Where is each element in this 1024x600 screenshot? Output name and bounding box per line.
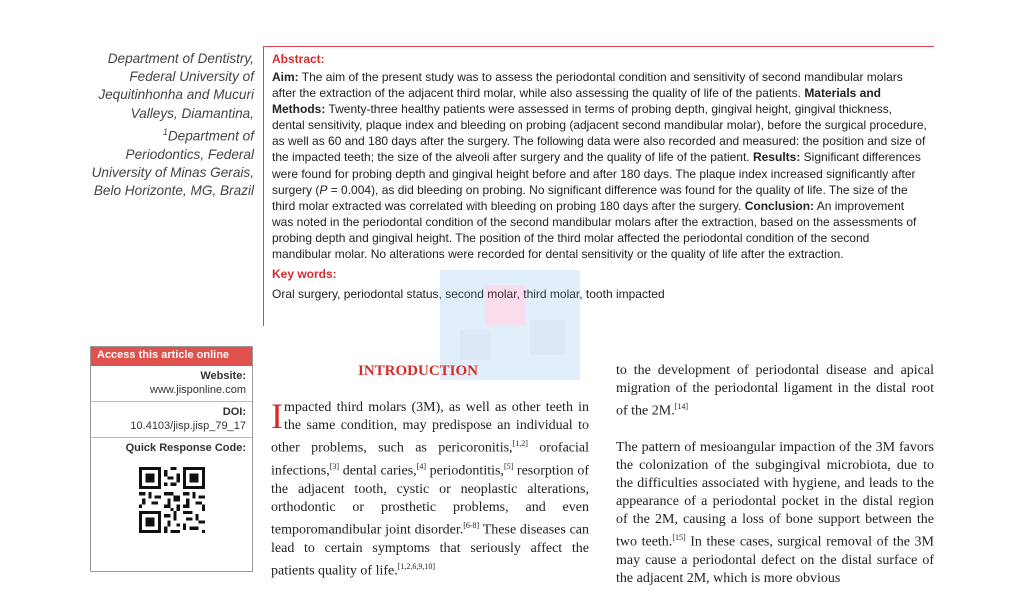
intro-column-2 — [616, 362, 934, 588]
citation-2[interactable]: [3] — [329, 461, 340, 471]
affiliation-line-2: Department of Periodontics, Federal University of Minas Gerais, Belo Horizonte, MG, Brazil — [91, 128, 254, 198]
citation-1[interactable]: [1,2] — [512, 439, 528, 449]
doi-cell — [91, 402, 252, 438]
methods-label: Materials and Methods: — [272, 86, 882, 117]
results-label: Results: — [752, 150, 801, 165]
methods-text: Twenty-three healthy patients were assessed in terms of probing depth, gingival height, gingival thickness, dental sensitivity, plaque index and bleeding on probing (adjacent second mandibular molar), before the surgical procedure, as well as 60 and 180 days after the surgery. The following data were also recorded and measured: the position and size of the impacted teeth; the size of the alveoli after surgery and the quality of life of the patient. — [272, 102, 927, 165]
col2-text-2a: The pattern of mesioangular impaction of the 3M favors the colonization of the subgingival microbiota, due to the difficulties associated with hygiene, and leads to the appearance of a periodontal pocket in the distal region of the 2M, causing a loss of bone support between the two teeth. — [616, 439, 934, 551]
keywords-text: Oral surgery, periodontal status, second molar, third molar, tooth impacted — [272, 287, 665, 302]
access-article-box — [90, 346, 253, 572]
doi-link[interactable]: 10.4103/jisp.jisp_79_17 — [130, 420, 246, 432]
col2-paragraph-2 — [616, 439, 934, 588]
website-cell — [91, 366, 252, 402]
citation-7[interactable]: [14] — [674, 402, 689, 412]
conclusion-text: An improvement was noted in the periodontal condition of the second mandibular molars after the extraction, based on the assessments of probing depth and gingival height. The position of the third molar affected the periodontal condition of the second mandibular molar. No alterations were recorded for dental sensitivity or the quality of life after the extraction. — [272, 198, 917, 262]
introduction-heading: INTRODUCTION — [358, 363, 479, 379]
conclusion-label: Conclusion: — [744, 198, 815, 213]
qr-cell — [91, 438, 252, 459]
intro-column-1 — [271, 396, 589, 580]
access-heading: Access this article online — [91, 347, 252, 366]
citation-3[interactable]: [4] — [416, 461, 427, 471]
keywords-heading: Key words: — [272, 267, 337, 282]
doi-label: DOI: — [222, 406, 246, 418]
intro-text-c: dental caries, — [339, 463, 417, 479]
abstract-box — [263, 46, 934, 326]
intro-text-a: mpacted third molars (3M), as well as other teeth in the same condition, may predispose an individual to other problems, such as pericoronitis, — [271, 400, 589, 456]
citation-6[interactable]: [1,2,6,9,10] — [397, 561, 436, 571]
citation-5[interactable]: [6-8] — [463, 520, 480, 530]
results-text-a: Significant differences were found for probing depth and gingival height before and after 180 days. The plaque index increased significantly after surgery ( — [272, 150, 921, 197]
affiliation-line-1: Department of Dentistry, Federal University of Jequitinhonha and Mucuri Valleys, Diamantina, — [98, 51, 254, 121]
aim-text: The aim of the present study was to assess the periodontal condition and sensitivity of second mandibular molars after the extraction of the adjacent third molar, while also assessing the quality of life of the patients. — [272, 70, 903, 101]
p-value-symbol: P — [319, 182, 328, 197]
intro-text-b: orofacial infections, — [271, 440, 589, 479]
col2-paragraph-1 — [616, 362, 934, 421]
abstract-heading: Abstract: — [272, 52, 325, 66]
website-label: Website: — [200, 370, 246, 382]
citation-4[interactable]: [5] — [503, 461, 514, 471]
qr-code-icon[interactable] — [139, 467, 205, 533]
abstract-body — [272, 69, 927, 262]
col2-text-1: to the development of periodontal disease and apical migration of the periodontal ligament in the distal root of the 2M. — [616, 363, 934, 419]
citation-8[interactable]: [15] — [672, 533, 686, 543]
col2-text-2b: In these cases, surgical removal of the 3M may cause a periodontal defect on the distal surface of the adjacent 2M, which is more obvious — [616, 535, 934, 587]
affiliation-superscript: 1 — [162, 126, 168, 137]
author-affiliation — [84, 50, 254, 200]
drop-cap: I — [271, 396, 283, 436]
intro-text-f: These diseases can lead to certain symptoms that seriously affect the patients quality of life. — [271, 522, 589, 579]
qr-label: Quick Response Code: — [125, 442, 246, 454]
intro-text-e: resorption of the adjacent tooth, cystic or neoplastic alterations, orthodontic or prosthetic problems, and even temporomandibular joint disorder. — [271, 463, 589, 538]
results-text-b: = 0.004), as did bleeding on probing. No significant difference was found for the quality of life. The size of the third molar extracted was correlated with bleeding on probing 180 days after the surgery. — [272, 182, 908, 213]
intro-text-d: periodontitis, — [426, 463, 504, 479]
aim-label: Aim: — [272, 70, 299, 84]
website-link[interactable]: www.jisponline.com — [150, 384, 246, 396]
